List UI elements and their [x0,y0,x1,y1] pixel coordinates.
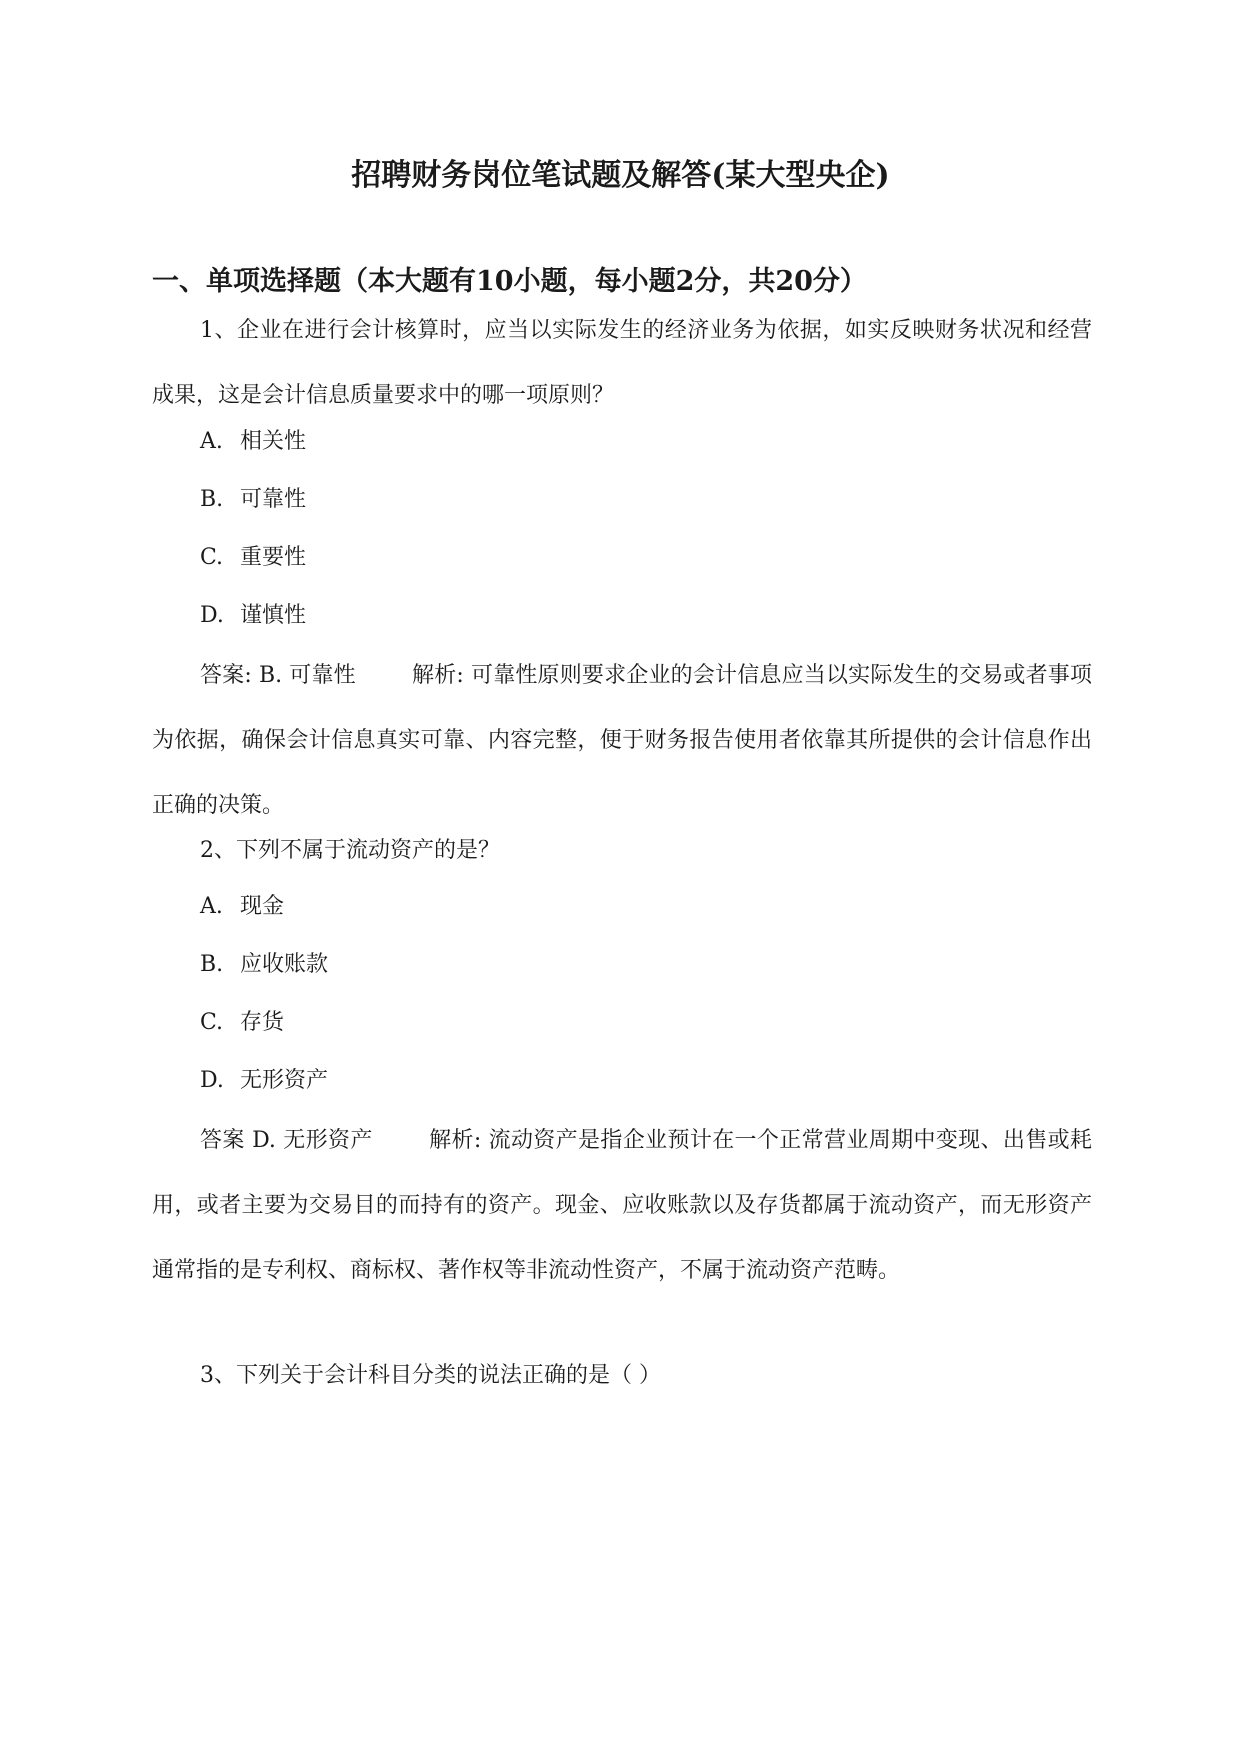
option-letter: A. [200,894,223,919]
document-title: 招聘财务岗位笔试题及解答(某大型央企) [351,158,890,193]
question-3-stem: 3、下列关于会计科目分类的说法正确的是（ ） [200,1363,661,1388]
question-1-answer [152,643,1092,838]
answer-label: 答案: B. 可靠性 [200,663,356,688]
option-text: 现金 [240,894,285,919]
option-letter: A. [200,429,223,454]
option-text: 无形资产 [240,1068,329,1093]
option-letter: C. [200,545,224,570]
option-text: 应收账款 [240,952,329,977]
option-text: 谨慎性 [240,603,307,628]
question-1-option-b [200,482,306,518]
option-text: 存货 [240,1010,285,1035]
option-text: 重要性 [240,545,307,570]
option-text: 可靠性 [240,487,307,512]
question-2-option-c [200,1005,284,1041]
option-letter: D. [200,1068,224,1093]
option-letter: C. [200,1010,224,1035]
question-1-stem: 1、企业在进行会计核算时，应当以实际发生的经济业务为依据，如实反映财务状况和经营成果，这是会计信息质量要求中的哪一项原则？ [152,318,1092,408]
option-letter: D. [200,603,224,628]
question-1-option-a [200,424,306,460]
answer-analysis: 解析: 流动资产是指企业预计在一个正常营业周期中变现、出售或耗用，或者主要为交易目的而持有的资产。现金、应收账款以及存货都属于流动资产，而无形资产通常指的是专利权、商标权、著作权等非流动性资产，不属于流动资产范畴。 [152,1128,1092,1283]
option-text: 相关性 [240,429,307,454]
answer-analysis: 解析: 可靠性原则要求企业的会计信息应当以实际发生的交易或者事项为依据，确保会计信息真实可靠、内容完整，便于财务报告使用者依靠其所提供的会计信息作出正确的决策。 [152,663,1092,818]
option-letter: B. [200,487,224,512]
question-2-answer [152,1108,1092,1303]
question-2-option-b [200,947,328,983]
question-1-option-c [200,540,306,576]
question-1-option-d [200,598,306,634]
option-letter: B. [200,952,224,977]
question-2-stem: 2、下列不属于流动资产的是？ [200,838,500,863]
section-heading: 一、单项选择题（本大题有10小题，每小题2分，共20分） [152,266,867,297]
answer-label: 答案 D. 无形资产 [200,1128,373,1153]
question-2-option-a [200,889,284,925]
question-2-option-d [200,1063,328,1099]
